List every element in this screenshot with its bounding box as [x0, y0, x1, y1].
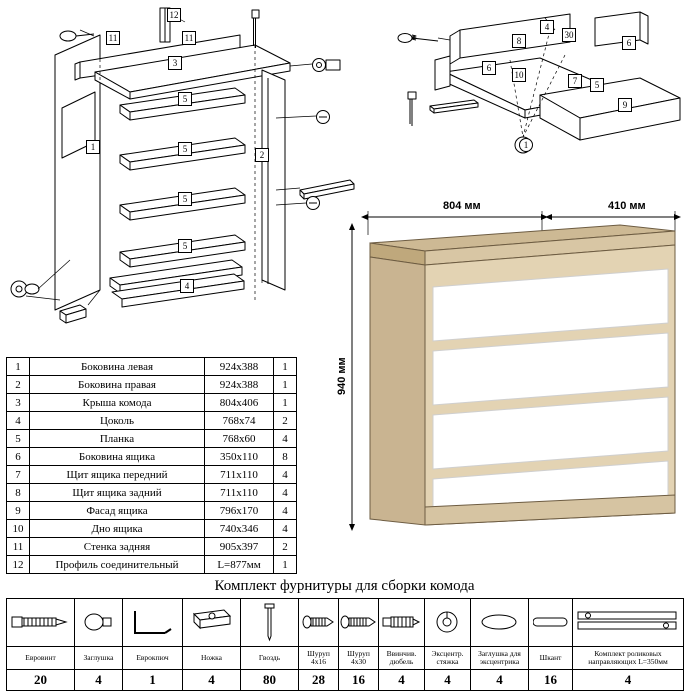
kit-item-qty: 4: [379, 670, 425, 691]
part-name: Фасад ящика: [30, 502, 205, 520]
part-dim: L=877мм: [205, 556, 274, 574]
hardware-kit-table: [6, 598, 684, 691]
part-no: 3: [7, 394, 30, 412]
table-row: [7, 430, 297, 448]
kit-item-qty: 4: [183, 670, 241, 691]
part-dim: 796х170: [205, 502, 274, 520]
part-no: 11: [7, 538, 30, 556]
part-dim: 350х110: [205, 448, 274, 466]
part-no: 9: [7, 502, 30, 520]
callout-2: 2: [255, 148, 269, 162]
depth-dimension-label: 410 мм: [608, 200, 646, 212]
part-dim: 711х110: [205, 484, 274, 502]
euro-screw-icon: [7, 599, 75, 647]
table-row: [7, 538, 297, 556]
kit-names-row: [7, 647, 684, 670]
part-dim: 905х397: [205, 538, 274, 556]
part-qty: 4: [274, 484, 297, 502]
part-no: 4: [7, 412, 30, 430]
kit-item-qty: 20: [7, 670, 75, 691]
part-name: Планка: [30, 430, 205, 448]
callout-8: 8: [512, 34, 526, 48]
callout-5-c: 5: [178, 192, 192, 206]
kit-item-qty: 28: [299, 670, 339, 691]
kit-item-qty: 16: [529, 670, 573, 691]
part-dim: 804х406: [205, 394, 274, 412]
part-qty: 2: [274, 412, 297, 430]
part-qty: 1: [274, 376, 297, 394]
part-dim: 768х60: [205, 430, 274, 448]
dowel-icon: [379, 599, 425, 647]
kit-item-qty: 4: [573, 670, 684, 691]
callout-11-left: 11: [106, 31, 120, 45]
part-qty: 4: [274, 502, 297, 520]
part-name: Боковина правая: [30, 376, 205, 394]
callout-11-right: 11: [182, 31, 196, 45]
callout-30-drawer: 30: [562, 28, 576, 42]
table-row: [7, 448, 297, 466]
height-dimension-label: 940 мм: [336, 357, 348, 395]
part-no: 2: [7, 376, 30, 394]
kit-item-name: Комплект роликовых направляющих L=350мм: [573, 647, 684, 670]
callout-5-drawer: 5: [590, 78, 604, 92]
callout-12: 12: [167, 8, 181, 22]
kit-item-name: Эксцентр. стяжка: [425, 647, 471, 670]
part-dim: 768х74: [205, 412, 274, 430]
cap-icon: [75, 599, 123, 647]
parts-table: [6, 357, 297, 574]
kit-item-qty: 4: [425, 670, 471, 691]
part-no: 10: [7, 520, 30, 538]
part-qty: 1: [274, 394, 297, 412]
part-qty: 1: [274, 358, 297, 376]
kit-item-name: Евровинт: [7, 647, 75, 670]
part-name: Щит ящика задний: [30, 484, 205, 502]
part-name: Цоколь: [30, 412, 205, 430]
table-row: [7, 502, 297, 520]
kit-item-qty: 1: [123, 670, 183, 691]
callout-1: 1: [86, 140, 100, 154]
kit-item-name: Ввинчив. дюбель: [379, 647, 425, 670]
table-row: [7, 520, 297, 538]
part-name: Крыша комода: [30, 394, 205, 412]
kit-icons-row: [7, 599, 684, 647]
kit-item-name: Шкант: [529, 647, 573, 670]
part-no: 1: [7, 358, 30, 376]
part-name: Профиль соединительный: [30, 556, 205, 574]
callout-7: 7: [568, 74, 582, 88]
callout-5-a: 5: [178, 92, 192, 106]
table-row: [7, 412, 297, 430]
table-row: [7, 556, 297, 574]
callout-6-left: 6: [482, 61, 496, 75]
table-row: [7, 376, 297, 394]
callout-5-d: 5: [178, 239, 192, 253]
callout-3: 3: [168, 56, 182, 70]
callout-6-right: 6: [622, 36, 636, 50]
part-name: Боковина ящика: [30, 448, 205, 466]
part-no: 8: [7, 484, 30, 502]
callout-1-drawer: 1: [519, 138, 533, 152]
callout-9: 9: [618, 98, 632, 112]
kit-item-name: Гвоздь: [241, 647, 299, 670]
callout-4-drawer: 4: [540, 20, 554, 34]
kit-item-name: Шуруп 4х30: [339, 647, 379, 670]
part-name: Щит ящика передний: [30, 466, 205, 484]
product-dimension-view: [330, 195, 689, 565]
part-dim: 924х388: [205, 376, 274, 394]
part-qty: 4: [274, 466, 297, 484]
leg-icon: [183, 599, 241, 647]
part-no: 5: [7, 430, 30, 448]
cabinet-exploded-diagram: [0, 0, 360, 350]
part-dim: 740х346: [205, 520, 274, 538]
screw-4x30-icon: [339, 599, 379, 647]
kit-item-qty: 16: [339, 670, 379, 691]
kit-item-name: Заглушка: [75, 647, 123, 670]
part-dim: 711х110: [205, 466, 274, 484]
drawer-slide-icon: [573, 599, 684, 647]
callout-5-b: 5: [178, 142, 192, 156]
euro-key-icon: [123, 599, 183, 647]
part-name: Стенка задняя: [30, 538, 205, 556]
table-row: [7, 484, 297, 502]
part-qty: 1: [274, 556, 297, 574]
cam-lock-icon: [425, 599, 471, 647]
width-dimension-label: 804 мм: [443, 200, 481, 212]
part-no: 12: [7, 556, 30, 574]
nail-icon: [241, 599, 299, 647]
table-row: [7, 394, 297, 412]
part-qty: 4: [274, 430, 297, 448]
part-qty: 4: [274, 520, 297, 538]
callout-10: 10: [512, 68, 526, 82]
part-qty: 8: [274, 448, 297, 466]
kit-item-qty: 4: [471, 670, 529, 691]
kit-item-name: Ножка: [183, 647, 241, 670]
kit-qty-row: [7, 670, 684, 691]
cam-cap-icon: [471, 599, 529, 647]
part-name: Боковина левая: [30, 358, 205, 376]
part-dim: 924х388: [205, 358, 274, 376]
kit-item-name: Шуруп 4х16: [299, 647, 339, 670]
kit-item-name: Еврокпюч: [123, 647, 183, 670]
kit-item-name: Заглушка для эксцентрика: [471, 647, 529, 670]
screw-4x16-icon: [299, 599, 339, 647]
table-row: [7, 358, 297, 376]
table-row: [7, 466, 297, 484]
part-no: 6: [7, 448, 30, 466]
part-no: 7: [7, 466, 30, 484]
callout-4: 4: [180, 279, 194, 293]
kit-item-qty: 4: [75, 670, 123, 691]
part-qty: 2: [274, 538, 297, 556]
part-name: Дно ящика: [30, 520, 205, 538]
kit-item-qty: 80: [241, 670, 299, 691]
dowel-pin-icon: [529, 599, 573, 647]
hardware-kit-title: Комплект фурнитуры для сборки комода: [214, 578, 475, 594]
